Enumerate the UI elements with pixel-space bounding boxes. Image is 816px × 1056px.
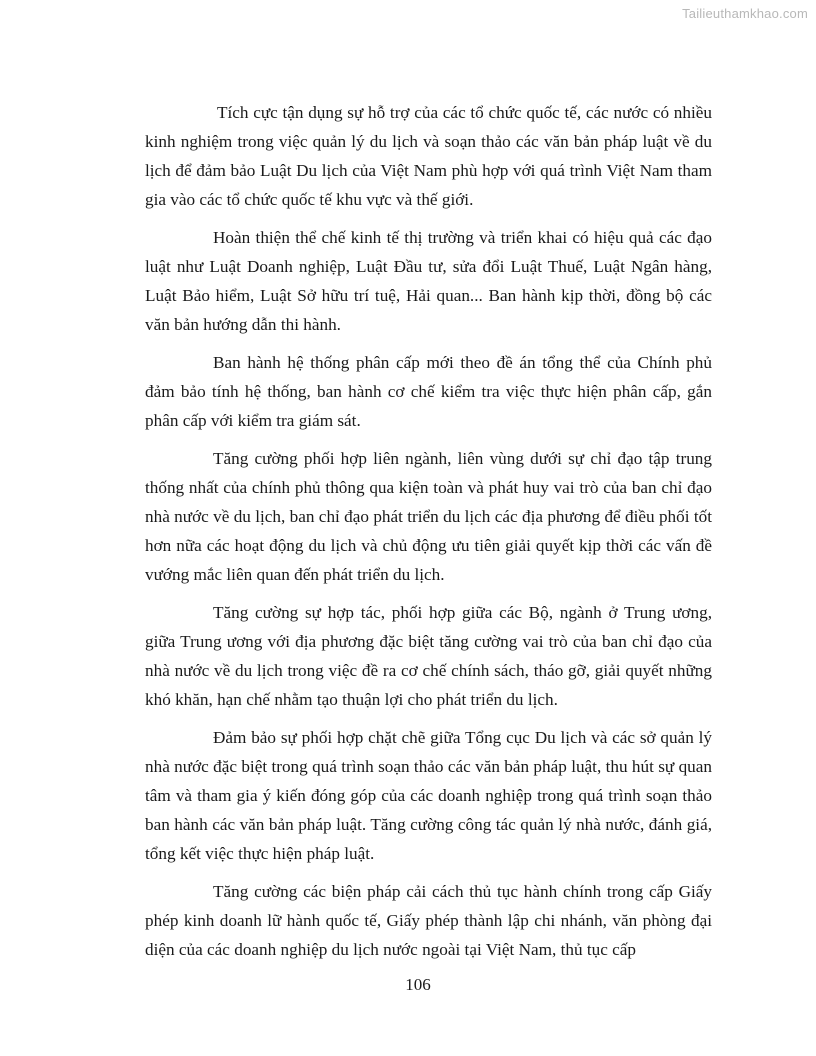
- watermark-text: Tailieuthamkhao.com: [682, 6, 808, 21]
- paragraph-3: Ban hành hệ thống phân cấp mới theo đề án tổng thể của Chính phủ đảm bảo tính hệ thống, ban hành cơ chế kiểm tra việc thực hiện phân cấp, gắn phân cấp với kiểm tra giám sát.: [145, 353, 712, 430]
- paragraph-5: Tăng cường sự hợp tác, phối hợp giữa các Bộ, ngành ở Trung ương, giữa Trung ương với địa phương đặc biệt tăng cường vai trò của ban chỉ đạo của nhà nước về du lịch trong việc đề ra cơ chế chính sách, tháo gỡ, giải quyết những khó khăn, hạn chế nhằm tạo thuận lợi cho phát triển du lịch.: [145, 603, 712, 709]
- paragraph-4: Tăng cường phối hợp liên ngành, liên vùng dưới sự chỉ đạo tập trung thống nhất của chính phủ thông qua kiện toàn và phát huy vai trò của ban chỉ đạo nhà nước về du lịch, ban chỉ đạo phát triển du lịch các địa phương để điều phối tốt hơn nữa các hoạt động du lịch và chủ động ưu tiên giải quyết kịp thời các vấn đề vướng mắc liên quan đến phát triển du lịch.: [145, 449, 712, 584]
- paragraph-6: Đảm bảo sự phối hợp chặt chẽ giữa Tổng cục Du lịch và các sở quản lý nhà nước đặc biệt trong quá trình soạn thảo các văn bản pháp luật, thu hút sự quan tâm và tham gia ý kiến đóng góp của các doanh nghiệp trong quá trình soạn thảo ban hành các văn bản pháp luật. Tăng cường công tác quản lý nhà nước, đánh giá, tổng kết việc thực hiện pháp luật.: [145, 728, 712, 863]
- paragraph-7: Tăng cường các biện pháp cải cách thủ tục hành chính trong cấp Giấy phép kinh doanh lữ hành quốc tế, Giấy phép thành lập chi nhánh, văn phòng đại diện của các doanh nghiệp du lịch nước ngoài tại Việt Nam, thủ tục cấp: [145, 882, 712, 959]
- page-number: 106: [405, 975, 431, 994]
- document-body: [145, 98, 712, 973]
- paragraph-2: Hoàn thiện thể chế kinh tế thị trường và triển khai có hiệu quả các đạo luật như Luật Doanh nghiệp, Luật Đầu tư, sửa đổi Luật Thuế, Luật Ngân hàng, Luật Bảo hiểm, Luật Sở hữu trí tuệ, Hải quan... Ban hành kịp thời, đồng bộ các văn bản hướng dẫn thi hành.: [145, 228, 712, 334]
- paragraph-1: Tích cực tận dụng sự hỗ trợ của các tổ chức quốc tế, các nước có nhiều kinh nghiệm trong việc quản lý du lịch và soạn thảo các văn bản pháp luật về du lịch để đảm bảo Luật Du lịch của Việt Nam phù hợp với quá trình Việt Nam tham gia vào các tổ chức quốc tế khu vực và thế giới.: [145, 103, 712, 209]
